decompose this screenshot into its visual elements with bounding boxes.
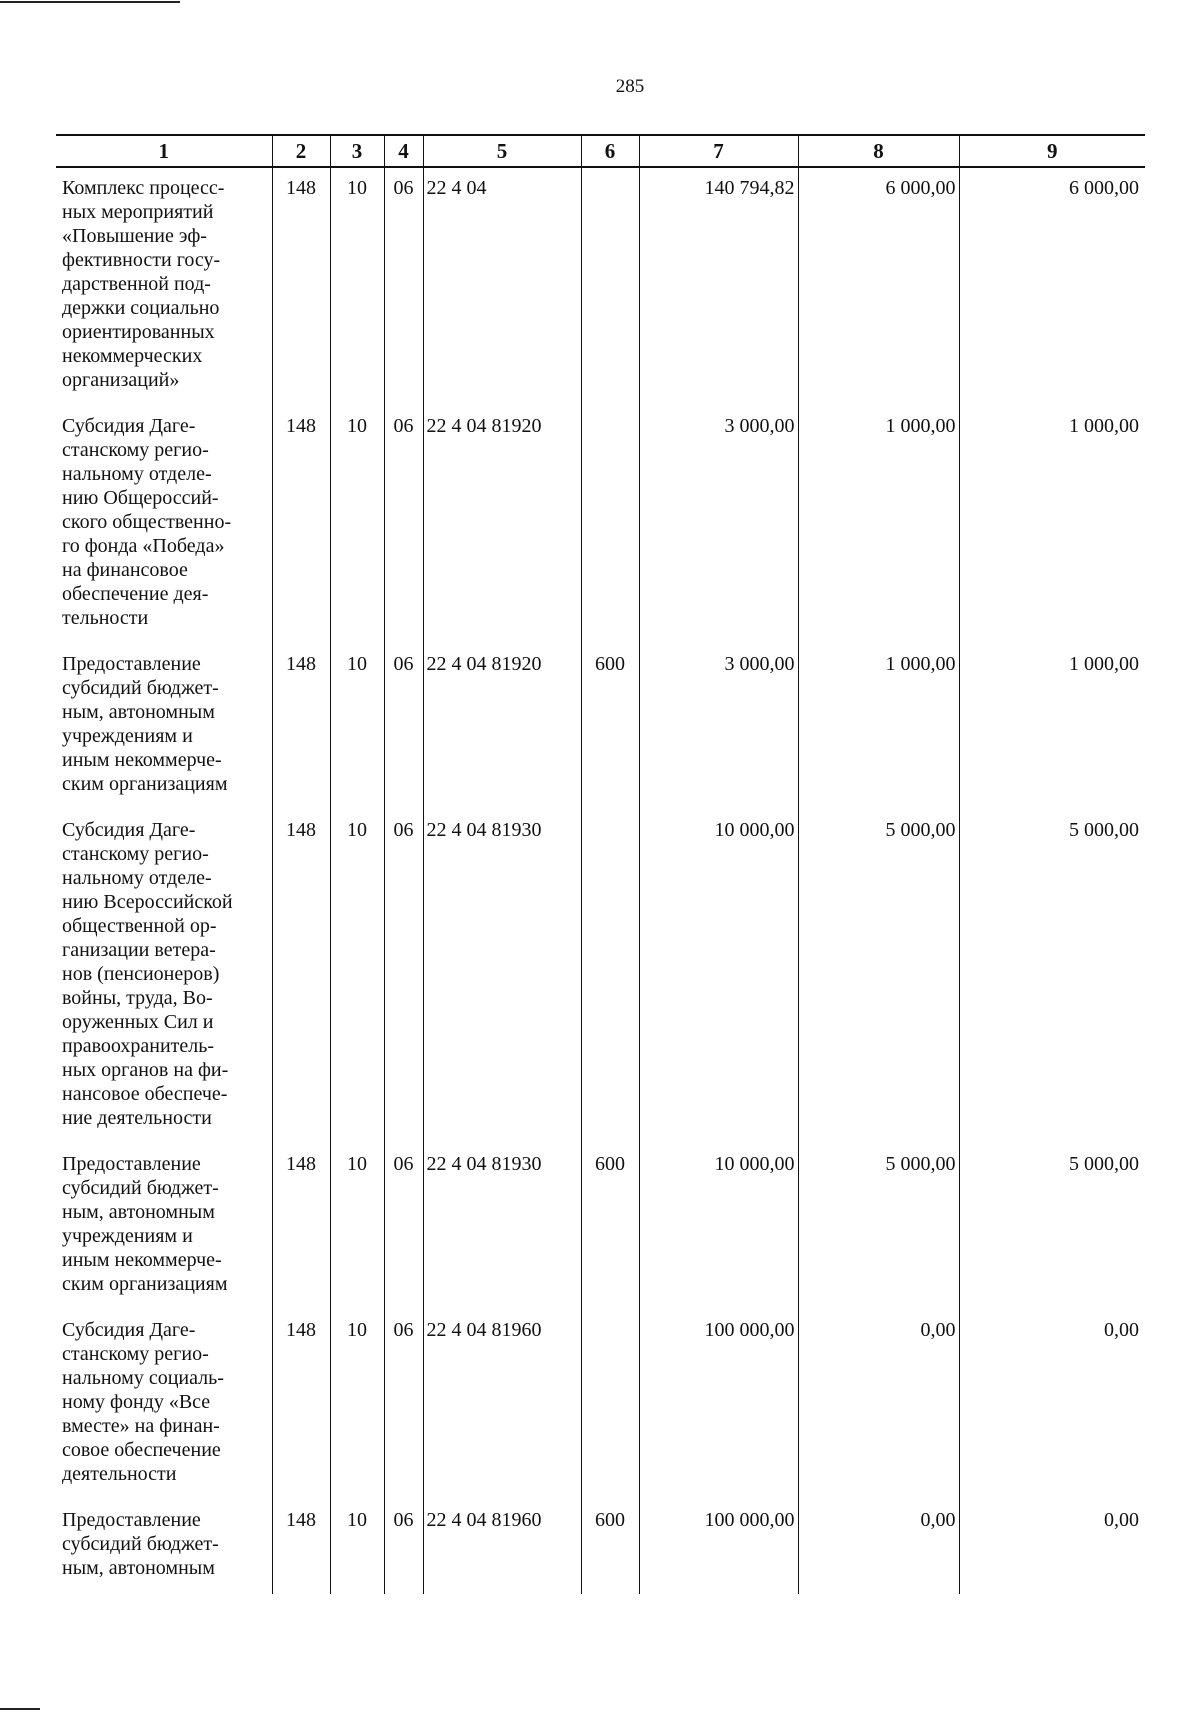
column-header: 4 [384,135,423,167]
cell-col-9: 0,00 [959,1500,1145,1594]
row-name-line: общественной ор- [62,915,217,937]
cell-col-9: 1 000,00 [959,644,1145,810]
cell-col-5: 22 4 04 81930 [423,1144,581,1310]
cell-col-8: 0,00 [798,1310,959,1500]
cell-col-2: 148 [272,810,330,1144]
table-row [56,167,1145,406]
cell-col-6 [581,1310,639,1500]
row-name-line: держки социально [62,297,220,319]
row-name-line: на финансовое [62,559,188,581]
cell-col-8: 5 000,00 [798,810,959,1144]
row-name-line: учреждениям и [62,1225,193,1247]
cell-col-9: 5 000,00 [959,1144,1145,1310]
cell-col-2: 148 [272,406,330,644]
cell-col-7: 3 000,00 [639,406,798,644]
column-header: 5 [423,135,581,167]
row-name-line: нию Общероссий- [62,487,219,509]
cell-col-9: 0,00 [959,1310,1145,1500]
row-name-line: Предоставление [62,653,201,675]
table-body [56,167,1145,1594]
cell-col-3: 10 [330,1310,384,1500]
row-name-line: Комплекс процесс- [62,177,225,199]
row-name-line: Предоставление [62,1153,201,1175]
row-name-line: станскому регио- [62,439,209,461]
row-name-cell [56,167,272,406]
row-name-line: ганизации ветера- [62,939,216,961]
cell-col-4: 06 [384,1500,423,1594]
row-name-line: нов (пенсионеров) [62,963,220,985]
cell-col-6: 600 [581,644,639,810]
table-row [56,1144,1145,1310]
row-name-line: иным некоммерче- [62,749,222,771]
cell-col-4: 06 [384,406,423,644]
column-header: 2 [272,135,330,167]
row-name-line: дарственной под- [62,273,211,295]
cell-col-8: 0,00 [798,1500,959,1594]
cell-col-9: 6 000,00 [959,167,1145,406]
cell-col-5: 22 4 04 [423,167,581,406]
cell-col-6 [581,167,639,406]
table-row [56,644,1145,810]
row-name-line: субсидий бюджет- [62,1533,219,1555]
row-name-line: ному фонду «Все [62,1391,211,1413]
row-name-line: нию Всероссийской [62,891,233,913]
row-name-line: Субсидия Даге- [62,415,196,437]
cell-col-3: 10 [330,1144,384,1310]
cell-col-3: 10 [330,810,384,1144]
row-name-line: фективности госу- [62,249,221,271]
table-row [56,406,1145,644]
scan-edge-line-top [0,1,180,3]
row-name-line: ским организациям [62,773,228,795]
row-name-line: некоммерческих [62,345,203,367]
column-header: 7 [639,135,798,167]
cell-col-2: 148 [272,1310,330,1500]
row-name-line: обеспечение дея- [62,583,209,605]
table-row [56,1500,1145,1594]
row-name-line: ского общественно- [62,511,232,533]
row-name-line: ным, автономным [62,1557,215,1579]
row-name-line: ским организациям [62,1273,228,1295]
column-header: 6 [581,135,639,167]
cell-col-4: 06 [384,1310,423,1500]
row-name-cell [56,644,272,810]
cell-col-5: 22 4 04 81960 [423,1310,581,1500]
cell-col-3: 10 [330,167,384,406]
row-name-line: ным, автономным [62,701,215,723]
cell-col-7: 140 794,82 [639,167,798,406]
table-row [56,1310,1145,1500]
table-row [56,810,1145,1144]
row-name-cell [56,810,272,1144]
cell-col-9: 5 000,00 [959,810,1145,1144]
cell-col-3: 10 [330,406,384,644]
row-name-line: го фонда «Победа» [62,535,225,557]
cell-col-2: 148 [272,1500,330,1594]
row-name-line: нансовое обеспече- [62,1083,228,1105]
row-name-line: оруженных Сил и [62,1011,214,1033]
row-name-line: ных органов на фи- [62,1059,229,1081]
cell-col-6: 600 [581,1144,639,1310]
row-name-line: нальному социаль- [62,1367,224,1389]
cell-col-5: 22 4 04 81920 [423,644,581,810]
row-name-cell [56,1144,272,1310]
cell-col-3: 10 [330,644,384,810]
cell-col-2: 148 [272,644,330,810]
row-name-line: учреждениям и [62,725,193,747]
cell-col-4: 06 [384,1144,423,1310]
table-header-row [56,135,1145,167]
row-name-line: нальному отделе- [62,867,212,889]
row-name-line: Субсидия Даге- [62,819,196,841]
row-name-line: Предоставление [62,1509,201,1531]
cell-col-7: 10 000,00 [639,1144,798,1310]
cell-col-6 [581,406,639,644]
cell-col-2: 148 [272,167,330,406]
column-header: 1 [56,135,272,167]
row-name-line: «Повышение эф- [62,225,207,247]
row-name-line: тельности [62,607,149,629]
row-name-line: вместе» на финан- [62,1415,220,1437]
cell-col-7: 3 000,00 [639,644,798,810]
cell-col-4: 06 [384,810,423,1144]
cell-col-7: 10 000,00 [639,810,798,1144]
cell-col-8: 6 000,00 [798,167,959,406]
row-name-line: организаций» [62,369,180,391]
row-name-line: ориентированных [62,321,215,343]
column-header: 8 [798,135,959,167]
row-name-line: деятельности [62,1463,177,1485]
column-header: 9 [959,135,1145,167]
page-number: 285 [615,76,645,97]
row-name-line: совое обеспечение [62,1439,221,1461]
scan-edge-line-bottom [0,1708,40,1710]
cell-col-2: 148 [272,1144,330,1310]
row-name-line: субсидий бюджет- [62,677,219,699]
cell-col-7: 100 000,00 [639,1500,798,1594]
cell-col-3: 10 [330,1500,384,1594]
row-name-line: правоохранитель- [62,1035,215,1057]
cell-col-5: 22 4 04 81930 [423,810,581,1144]
row-name-cell [56,406,272,644]
column-header: 3 [330,135,384,167]
row-name-cell [56,1310,272,1500]
row-name-line: войны, труда, Во- [62,987,213,1009]
row-name-line: ние деятельности [62,1107,212,1129]
cell-col-4: 06 [384,167,423,406]
row-name-line: ных мероприятий [62,201,214,223]
cell-col-8: 1 000,00 [798,644,959,810]
cell-col-8: 1 000,00 [798,406,959,644]
cell-col-5: 22 4 04 81920 [423,406,581,644]
row-name-line: станскому регио- [62,1343,209,1365]
cell-col-6: 600 [581,1500,639,1594]
cell-col-7: 100 000,00 [639,1310,798,1500]
budget-table [56,134,1145,1594]
row-name-line: станскому регио- [62,843,209,865]
cell-col-8: 5 000,00 [798,1144,959,1310]
row-name-line: нальному отделе- [62,463,212,485]
cell-col-5: 22 4 04 81960 [423,1500,581,1594]
row-name-line: Субсидия Даге- [62,1319,196,1341]
cell-col-6 [581,810,639,1144]
row-name-line: ным, автономным [62,1201,215,1223]
cell-col-4: 06 [384,644,423,810]
cell-col-9: 1 000,00 [959,406,1145,644]
row-name-cell [56,1500,272,1594]
row-name-line: иным некоммерче- [62,1249,222,1271]
row-name-line: субсидий бюджет- [62,1177,219,1199]
